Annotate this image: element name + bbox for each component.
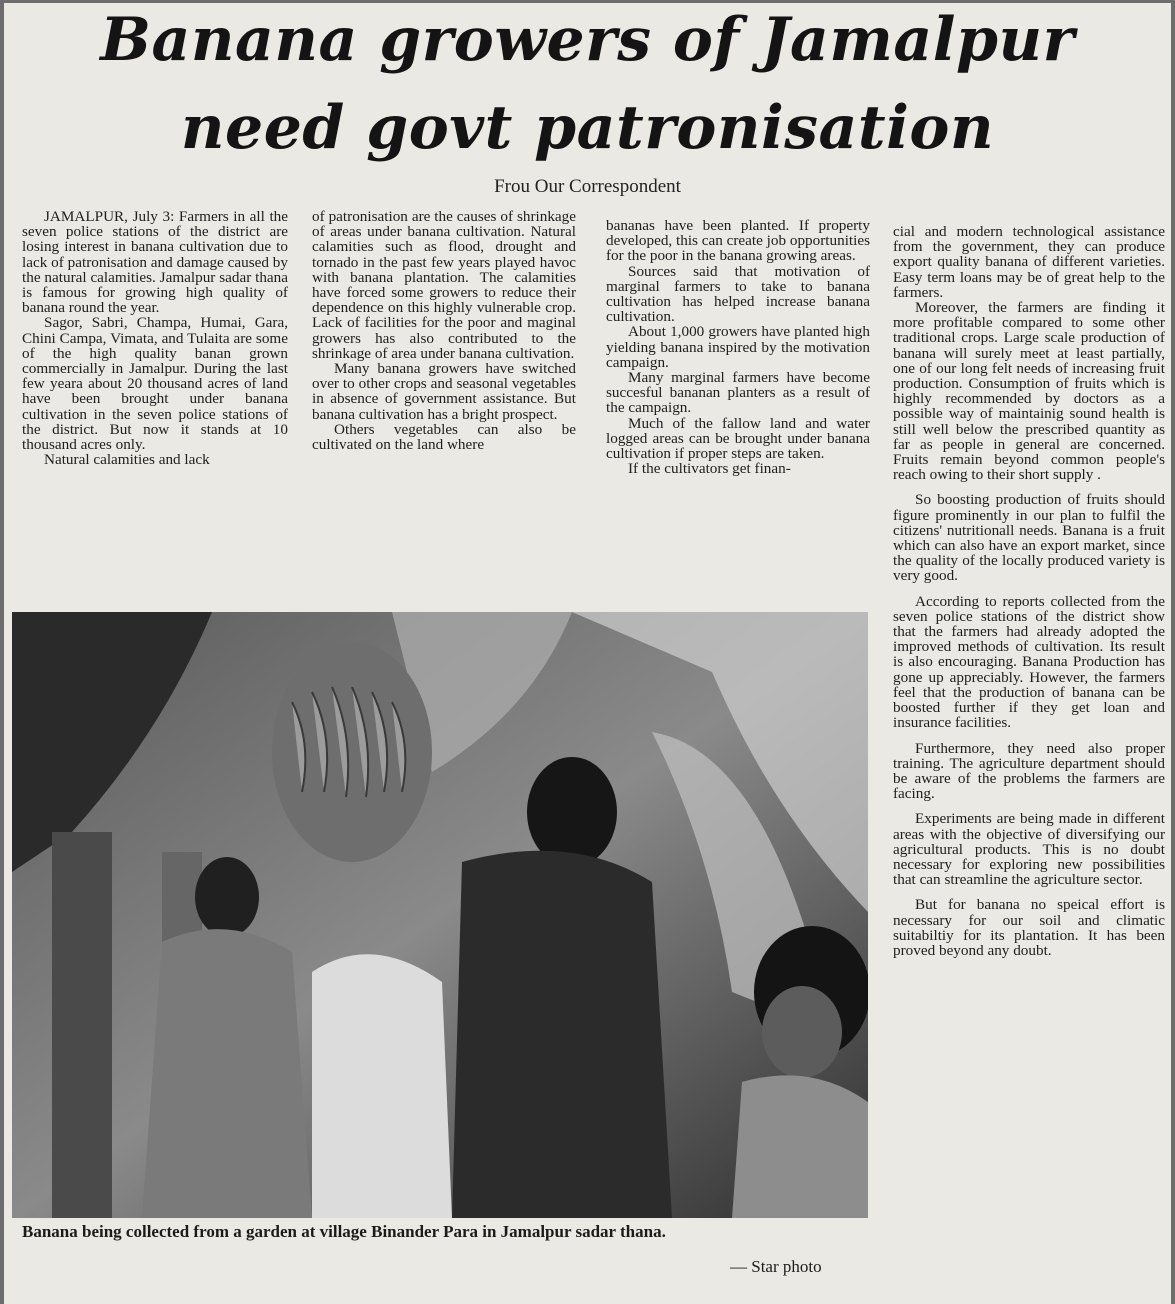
paragraph: Much of the fallow land and water logged areas can be brought under banana cultivation if proper steps are taken. — [606, 414, 870, 463]
clipping-edge-top — [0, 0, 1175, 3]
paragraph: Sagor, Sabri, Champa, Humai, Gara, Chini Campa, Vimata, and Tulaita are some of the high quality banan grown commercially in Jamalpur. During the last few yeara about 20 thousand acres of land have been brought under banana cultivation in the seven police stations of the district. But now it stands at 10 thousand acres only. — [22, 314, 288, 454]
paragraph: Sources said that motivation of marginal farmers to take to banana cultivation has helped increase banana cultivation. — [606, 262, 870, 326]
photo-credit: — Star photo — [730, 1257, 822, 1276]
text-column-1 — [22, 209, 288, 597]
paragraph: About 1,000 growers have planted high yielding banana inspired by the motivation campaign. — [606, 323, 870, 371]
paragraph: Natural calamities and lack — [44, 451, 210, 469]
paragraph: So boosting production of fruits should figure prominently in our plan to fulfil the citizens' nutritionall needs. Banana is a fruit which can also have an export market, since the quality of the locally produced variety is very good. — [893, 491, 1165, 585]
paragraph: of patronisation are the causes of shrinkage of areas under banana cultivation. Natural calamities such as flood, drought and tornado in the past few years played havoc with banana plantation. The calamities have forced some growers to reduce their dependence on this highly vulnerable crop. Lack of facilities for the poor and maginal growers has also contributed to the shrinkage of area under banana cultivation. — [312, 209, 576, 362]
byline: Frou Our Correspondent — [494, 176, 681, 197]
text-column-3 — [606, 218, 870, 608]
paragraph: Experiments are being made in different areas with the objective of diversifying our agricultural products. This is no doubt necessary for exploring new possibilities that can streamline the agriculture sector. — [893, 810, 1165, 889]
news-photo-banana-harvest — [12, 612, 868, 1218]
paragraph: Others vegetables can also be cultivated on the land where — [312, 420, 576, 454]
paragraph: According to reports collected from the seven police stations of the district show that the farmers had already adopted the improved methods of cultivation. Its result is also encouraging. Banana Production has gone up appreciably. However, the farmers feel that the production of banana can be boosted further if they get loan and insurance facilities. — [893, 592, 1165, 732]
headline-line-1: Banana growers of Jamalpur — [100, 5, 1075, 75]
paragraph: Moreover, the farmers are finding it more profitable compared to some other traditional crops. Large scale production of banana will surely meet at least partially, one of our long felt needs of increasing fruit production. Consumption of fruits which is highly recommended by doctors as a possible way of maintainig sound health is still well below the prescribed quantity as far as people in general are concerned. Fruits remain beyond common people's reach owing to their short supply . — [893, 299, 1165, 484]
text-column-4 — [893, 224, 1165, 1288]
paragraph: cial and modern technological assistance from the government, they can produce export quality banana of different varieties. Easy term loans may be of great help to the farmers. — [893, 224, 1165, 301]
paragraph: bananas have been planted. If property developed, this can create job opportunities for the poor in the banana growing areas. — [606, 218, 870, 265]
paragraph: Furthermore, they need also proper training. The agriculture department should be aware of the problems the farmers are facing. — [893, 739, 1165, 803]
paragraph: JAMALPUR, July 3: Farmers in all the seven police stations of the district are losing interest in banana cultivation due to lack of patronisation and damage caused by the natural calamities. Jamalpur sadar thana is famous for growing high quality of banana round the year. — [22, 209, 288, 317]
paragraph: Many banana growers have switched over to other crops and seasonal vegetables in absence of government assistance. But banana cultivation has a bright prospect. — [312, 360, 576, 423]
paragraph: Many marginal farmers have become succesful bananan planters as a result of the campaign. — [606, 369, 870, 417]
headline-line-2: need govt patronisation — [180, 93, 995, 163]
photo-caption: Banana being collected from a garden at village Binander Para in Jamalpur sadar thana. — [22, 1222, 666, 1241]
paragraph: But for banana no speical effort is necessary for our soil and climatic suitabiltiy for its plantation. It has been proved beyond any doubt. — [893, 896, 1165, 959]
text-column-2 — [312, 209, 576, 601]
paragraph: If the cultivators get finan- — [628, 460, 791, 478]
